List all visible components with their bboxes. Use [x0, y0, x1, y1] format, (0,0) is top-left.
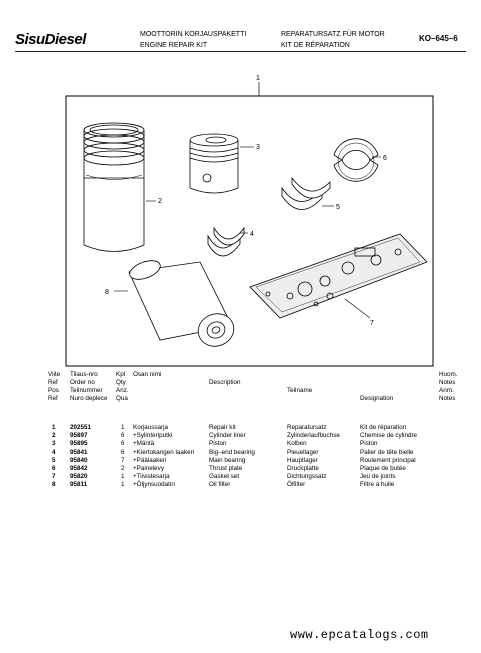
header-teilname: Teilname: [287, 387, 313, 394]
header-notes-fr: Notes: [439, 395, 456, 402]
header-qty: [116, 371, 129, 403]
sisudiesel-logo: SisuDiesel: [15, 31, 86, 48]
cell-german-name: Zylinderlaufbuchse: [287, 432, 340, 440]
header-osan-nimi: Osan nimi: [133, 371, 162, 378]
cell-german-name: Druckplatte: [287, 465, 319, 472]
header-de-title: REPARATURSATZ FÜR MOTOR: [281, 31, 385, 38]
callout-7: 7: [370, 320, 374, 327]
cell-designation: Palier de tête bielle: [360, 448, 414, 456]
cell-designation: Chemise de cylindre: [360, 432, 418, 440]
header-viite-fi: Viite: [48, 371, 61, 378]
cell-qty: 1: [121, 424, 125, 431]
header-order-en: Order no: [70, 379, 95, 386]
cell-qty: 6: [121, 448, 125, 456]
header-viite-en: Ref: [48, 379, 58, 386]
header-order-fr: Nuro deplece: [70, 395, 108, 402]
header-order-de: Teilnummer: [70, 387, 103, 394]
cell-german-name: Ölfilter: [287, 481, 306, 489]
cell-order-no: 95895: [70, 440, 88, 448]
cell-finnish-name: +Tiivistesarja: [133, 473, 170, 481]
header-notes-fi: Huom.: [439, 371, 458, 378]
cell-finnish-name: +Kiertokangen laakeri: [133, 448, 195, 456]
cell-ref: 4: [52, 448, 56, 456]
cell-designation: Roulement principal: [360, 456, 416, 464]
cell-description: Cylinder liner: [209, 432, 246, 440]
cell-finnish-name: +Mäntä: [133, 440, 155, 448]
cell-ref: 1: [52, 424, 56, 431]
cell-ref: 7: [52, 473, 56, 481]
cell-designation: Kit de réparation: [360, 424, 407, 431]
cell-ref: 3: [52, 440, 56, 448]
header-viite-fr: Ref: [48, 395, 58, 402]
callout-4: 4: [250, 231, 254, 238]
header-viite: [48, 371, 60, 403]
cell-designation: Jeu de joints: [360, 473, 396, 481]
header-fi-title: MOOTTORIN KORJAUSPAKETTI: [140, 31, 247, 38]
cell-finnish-name: +Öljynsuodatin: [133, 481, 175, 489]
header-description: Description: [209, 379, 241, 386]
cell-order-no: 95897: [70, 432, 88, 440]
cell-qty: 1: [121, 481, 125, 489]
header-designation: Designation: [360, 395, 394, 402]
header-qty-de: Anz.: [116, 387, 129, 394]
header-en-title: ENGINE REPAIR KIT: [140, 42, 208, 49]
header-notes-de: Anm.: [439, 387, 454, 394]
callout-6: 6: [383, 155, 387, 162]
cell-order-no: 95820: [70, 473, 88, 481]
header-qty-fr: Qua: [116, 395, 128, 402]
cell-german-name: Pleuellager: [287, 448, 319, 456]
cell-finnish-name: +Sylinteriputki: [133, 432, 173, 440]
footer-website: www.epcatalogs.com: [290, 628, 429, 642]
header-order-no: [70, 371, 107, 403]
cell-ref: 6: [52, 465, 56, 472]
cell-german-name: Reparatursatz: [287, 424, 327, 431]
cell-finnish-name: +Päälaakeri: [133, 456, 167, 464]
cell-order-no: 95840: [70, 456, 88, 464]
cell-german-name: Kolben: [287, 440, 307, 448]
cell-qty: 7: [121, 456, 125, 464]
cell-ref: 8: [52, 481, 56, 489]
cell-qty: 6: [121, 432, 125, 440]
callout-8: 8: [105, 289, 109, 296]
header-qty-fi: Kpl: [116, 371, 126, 378]
header-qty-en: Qty: [116, 379, 126, 386]
header-fr-title: KIT DE RÉPARATION: [281, 42, 350, 49]
cell-description: Repair kit: [209, 424, 236, 431]
cell-description: Main bearing: [209, 456, 246, 464]
cell-german-name: Dichtungssatz: [287, 473, 327, 481]
cell-description: Gasket set: [209, 473, 240, 481]
cell-description: Oil filter: [209, 481, 231, 489]
cell-designation: Filtre à huile: [360, 481, 395, 489]
cell-finnish-name: +Painelevy: [133, 465, 164, 472]
cell-order-no: 95811: [70, 481, 88, 489]
catalog-code: KO–645–6: [419, 34, 458, 43]
cell-designation: Plaque de butée: [360, 465, 406, 472]
callout-3: 3: [256, 144, 260, 151]
callout-1: 1: [256, 75, 260, 82]
cell-order-no: 95841: [70, 448, 88, 456]
cell-order-no: 95842: [70, 465, 88, 472]
cell-order-no: 202551: [70, 424, 92, 431]
callout-2: 2: [158, 198, 162, 205]
cell-ref: 5: [52, 456, 56, 464]
callout-5: 5: [336, 204, 340, 211]
header-notes-en: Notes: [439, 379, 456, 386]
cell-finnish-name: Korjaussarja: [133, 424, 168, 431]
header-notes: [439, 371, 458, 403]
cell-qty: 2: [121, 465, 125, 472]
header-viite-de: Pos: [48, 387, 59, 394]
cell-ref: 2: [52, 432, 56, 440]
cell-description: Thrust plate: [209, 465, 243, 472]
cell-designation: Piston: [360, 440, 378, 448]
header-order-fi: Tilaus-nro: [70, 371, 98, 378]
cell-description: Big–end bearing: [209, 448, 255, 456]
cell-qty: 1: [121, 473, 125, 481]
cell-qty: 6: [121, 440, 125, 448]
cell-german-name: Hauptlager: [287, 456, 318, 464]
cell-description: Piston: [209, 440, 227, 448]
